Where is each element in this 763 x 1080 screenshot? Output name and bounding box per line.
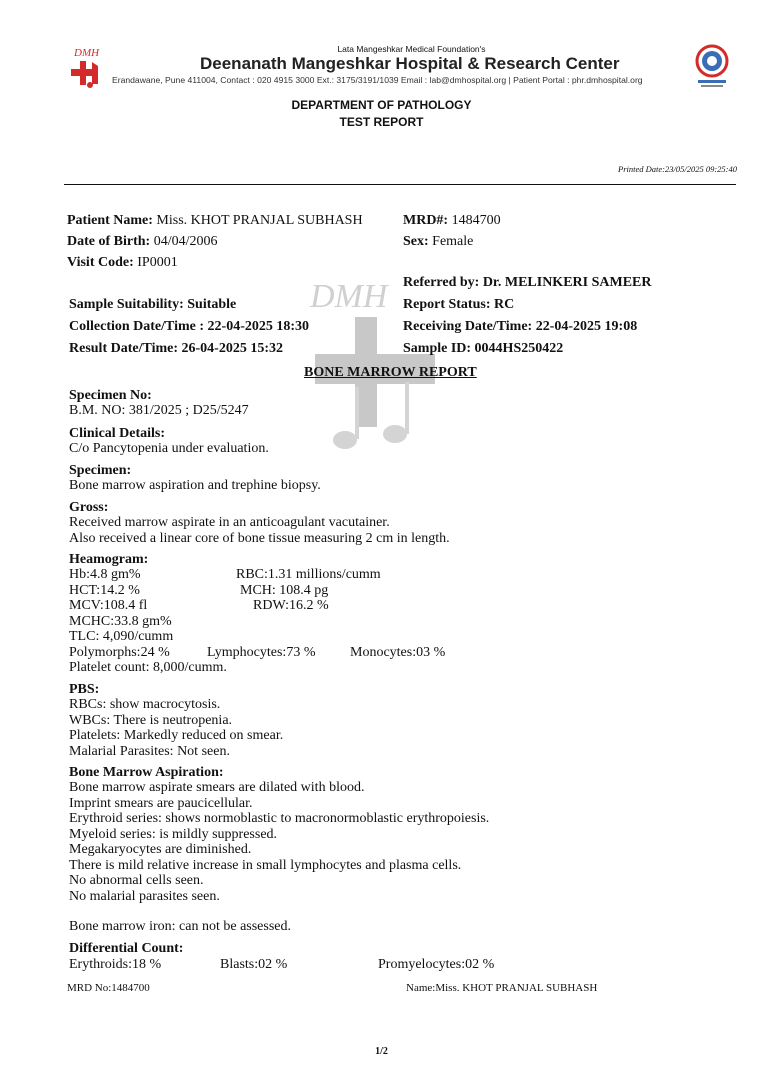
pbs-line: Malarial Parasites: Not seen. — [69, 744, 230, 759]
specimen-heading: Specimen: — [69, 463, 132, 478]
footer-mrd: MRD No:1484700 — [67, 982, 150, 994]
pbs-heading: PBS: — [69, 682, 100, 697]
haemogram-heading: Heamogram: — [69, 552, 149, 567]
mcv-value: MCV:108.4 fl — [69, 598, 148, 613]
pbs-line: WBCs: There is neutropenia. — [69, 713, 233, 728]
gross-line: Also received a linear core of bone tissue measuring 2 cm in length. — [69, 531, 450, 546]
sample-id: Sample ID: 0044HS250422 — [403, 341, 564, 356]
blasts-value: Blasts:02 % — [220, 957, 288, 972]
sex-label: Sex: — [403, 234, 429, 249]
accreditation-seal-icon — [694, 44, 730, 90]
result-datetime: Result Date/Time: 26-04-2025 15:32 — [69, 341, 283, 356]
visit-code — [67, 255, 178, 271]
svg-text:DMH: DMH — [310, 278, 388, 315]
erythroids-value: Erythroids:18 % — [69, 957, 162, 972]
referred-by: Referred by: Dr. MELINKERI SAMEER — [403, 275, 652, 290]
bma-line: No malarial parasites seen. — [69, 889, 220, 904]
header-divider — [64, 184, 736, 185]
bma-line: Erythroid series: shows normoblastic to macronormoblastic erythropoiesis. — [69, 811, 490, 826]
gross-line: Received marrow aspirate in an anticoagulant vacutainer. — [69, 515, 390, 530]
sample-suitability: Sample Suitability: Suitable — [69, 297, 237, 312]
patient-name-value: Miss. KHOT PRANJAL SUBHASH — [156, 213, 363, 228]
watermark-logo-icon — [300, 262, 450, 462]
specimen-no-value: B.M. NO: 381/2025 ; D25/5247 — [69, 403, 249, 418]
monocytes-value: Monocytes:03 % — [350, 645, 446, 660]
mrd-value: 1484700 — [451, 213, 501, 228]
hb-value: Hb:4.8 gm% — [69, 567, 141, 582]
logo-text: DMH — [74, 47, 100, 59]
mrd-label: MRD#: — [403, 213, 449, 228]
polymorphs-value: Polymorphs:24 % — [69, 645, 170, 660]
dob-value: 04/04/2006 — [153, 234, 218, 249]
differential-count-heading: Differential Count: — [69, 941, 184, 956]
bma-line: Megakaryocytes are diminished. — [69, 842, 252, 857]
gross-heading: Gross: — [69, 500, 109, 515]
bma-line: No abnormal cells seen. — [69, 873, 204, 888]
hospital-contact: Erandawane, Pune 411004, Contact : 020 4915 3000 Ext.: 3175/3191/1039 Email : lab@dmhospital.org | Patient Portal : phr.dmhospital.org — [112, 75, 643, 85]
mchc-value: MCHC:33.8 gm% — [69, 614, 172, 629]
specimen-value: Bone marrow aspiration and trephine biopsy. — [69, 478, 321, 493]
collection-datetime: Collection Date/Time : 22-04-2025 18:30 — [69, 319, 310, 334]
sex — [403, 234, 473, 250]
platelet-count: Platelet count: 8,000/cumm. — [69, 660, 227, 675]
patient-name — [67, 213, 363, 229]
bone-marrow-report-title — [304, 365, 477, 381]
receiving-datetime: Receiving Date/Time: 22-04-2025 19:08 — [403, 319, 638, 334]
clinical-details-heading: Clinical Details: — [69, 426, 166, 441]
hct-value: HCT:14.2 % — [69, 583, 140, 598]
department-title: DEPARTMENT OF PATHOLOGY — [291, 98, 472, 112]
specimen-no-heading: Specimen No: — [69, 388, 152, 403]
pbs-line: RBCs: show macrocytosis. — [69, 697, 221, 712]
patient-name-label: Patient Name: — [67, 213, 153, 228]
footer-patient-name: Name:Miss. KHOT PRANJAL SUBHASH — [406, 982, 598, 994]
mch-value: MCH: 108.4 pg — [240, 583, 329, 598]
tlc-value: TLC: 4,090/cumm — [69, 629, 174, 644]
visit-code-value: IP0001 — [137, 255, 178, 270]
dob-label: Date of Birth: — [67, 234, 151, 249]
bma-line: Bone marrow aspirate smears are dilated with blood. — [69, 780, 365, 795]
sex-value: Female — [432, 234, 474, 249]
report-status: Report Status: RC — [403, 297, 515, 312]
hospital-name: Deenanath Mangeshkar Hospital & Research Center — [200, 54, 620, 73]
printed-date: Printed Date:23/05/2025 09:25:40 — [618, 164, 737, 174]
foundation-name: Lata Mangeshkar Medical Foundation's — [337, 44, 486, 54]
lymphocytes-value: Lymphocytes:73 % — [207, 645, 316, 660]
bone-marrow-iron: Bone marrow iron: can not be assessed. — [69, 919, 291, 934]
rdw-value: RDW:16.2 % — [253, 598, 329, 613]
clinical-details-value: C/o Pancytopenia under evaluation. — [69, 441, 269, 456]
bma-line: There is mild relative increase in small lymphocytes and plasma cells. — [69, 858, 462, 873]
bma-line: Myeloid series: is mildly suppressed. — [69, 827, 278, 842]
report-title-text: BONE MARROW REPORT — [304, 365, 477, 380]
date-of-birth — [67, 234, 217, 250]
promyelocytes-value: Promyelocytes:02 % — [378, 957, 495, 972]
pbs-line: Platelets: Markedly reduced on smear. — [69, 728, 284, 743]
page-number: 1/2 — [375, 1046, 388, 1057]
bma-line: Imprint smears are paucicellular. — [69, 796, 253, 811]
bma-heading: Bone Marrow Aspiration: — [69, 765, 224, 780]
rbc-value: RBC:1.31 millions/cumm — [236, 567, 381, 582]
visit-code-label: Visit Code: — [67, 255, 134, 270]
test-report-title: TEST REPORT — [339, 115, 424, 129]
mrd-number — [403, 213, 501, 229]
